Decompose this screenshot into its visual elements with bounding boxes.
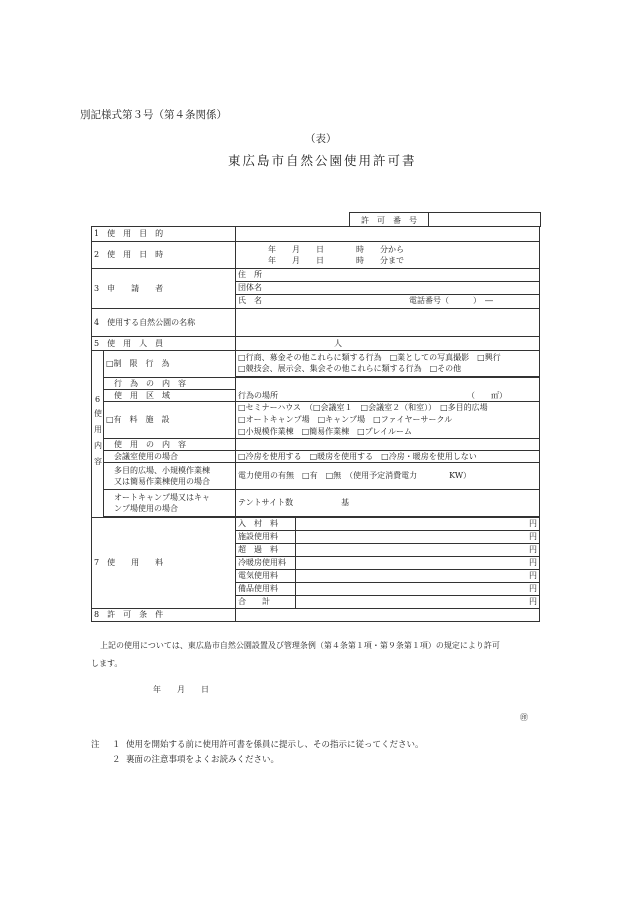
use-area-label: 使 用 区 域: [104, 390, 236, 402]
fee-amount[interactable]: 円: [296, 518, 540, 531]
date-field[interactable]: [236, 242, 540, 269]
purpose-field[interactable]: [236, 227, 540, 242]
park-name-field[interactable]: [236, 309, 540, 337]
date-from: 年 月 日 時 分から: [268, 245, 405, 254]
tent-site-field[interactable]: テントサイト数 基: [236, 490, 540, 517]
row-park-name: [92, 309, 540, 337]
meeting-room-options[interactable]: □冷房を使用する □暖房を使用する □冷房・暖房を使用しない: [236, 451, 540, 463]
permit-number-value[interactable]: [429, 213, 540, 227]
row-number: 6: [94, 395, 101, 404]
row-camp: [92, 490, 540, 517]
row-conditions: [92, 609, 540, 622]
fee-amount[interactable]: 円: [296, 544, 540, 557]
note-head: 注: [91, 740, 100, 750]
fee-amount[interactable]: 円: [296, 531, 540, 544]
row-paid-facilities: [92, 402, 540, 439]
fee-name: 合 計: [236, 596, 296, 609]
camp-label: オートキャンプ場又はキャ ンプ場使用の場合: [104, 490, 236, 517]
paid-options-line2: □オートキャンプ場 □キャンプ場 □ファイヤーサークル: [238, 415, 453, 424]
usage-vertical-label: 使用内容: [93, 409, 103, 473]
body-text-line2: します。: [91, 659, 123, 668]
group-field[interactable]: [236, 281, 540, 294]
note-2-number: ２: [112, 755, 121, 765]
restricted-options-line2: □競技会、展示会、集会その他これらに類する行為 □その他: [238, 364, 462, 374]
meeting-room-label: 会議室使用の場合: [104, 451, 236, 463]
permit-number-box: [349, 212, 541, 227]
row-restricted-acts: [92, 351, 540, 377]
row-number: 8: [94, 610, 100, 619]
phone-label: 電話番号（ ） ―: [409, 296, 494, 306]
date-to: 年 月 日 時 分まで: [268, 256, 405, 265]
fee-amount[interactable]: 円: [296, 583, 540, 596]
group-label: 団体名: [238, 282, 263, 292]
conditions-field[interactable]: [236, 609, 540, 622]
fee-name: 超 過 料: [236, 544, 296, 557]
use-content-field[interactable]: [236, 439, 540, 451]
side-label: （表）: [305, 133, 337, 145]
row-meeting-room: [92, 451, 540, 463]
use-content-label: 使 用 の 内 容: [104, 439, 236, 451]
name-label: 氏 名: [238, 296, 263, 306]
permit-form-table: [91, 226, 540, 622]
fee-label: 使 用 料: [107, 558, 164, 567]
fee-amount[interactable]: 円: [296, 557, 540, 570]
form-number-label: 別記様式第３号（第４条関係）: [80, 109, 227, 121]
conditions-label: 許 可 条 件: [107, 610, 164, 619]
row-act-content: [92, 378, 540, 390]
body-text-line1: 上記の使用については、東広島市自然公園設置及び管理条例（第４条第１項・第９条第１項）の規定により許可: [100, 641, 500, 650]
act-place-label: 行為の場所: [238, 391, 279, 400]
row-number: 1: [94, 229, 100, 238]
fee-amount[interactable]: 円: [296, 596, 540, 609]
applicant-label: 申 請 者: [107, 283, 164, 293]
paid-facilities-label: □有 料 施 設: [104, 402, 236, 439]
park-name-label: 使用する自然公園の名称: [107, 317, 196, 327]
fee-name: 施設使用料: [236, 531, 296, 544]
paid-options-line1: □セミナーハウス （□会議室１ □会議室２（和室）） □多目的広場: [238, 403, 488, 412]
seal-mark: ㊞: [520, 713, 528, 722]
row-headcount: [92, 337, 540, 351]
issue-date: 年 月 日: [153, 685, 209, 694]
restricted-options-line1: □行商、募金その他これらに類する行為 □業としての写真撮影 □興行: [238, 353, 501, 363]
note-1: 使用を開始する前に使用許可書を係員に提示し、その指示に従ってください。: [126, 740, 424, 750]
address-field[interactable]: [236, 269, 540, 282]
fee-name: 備品使用料: [236, 583, 296, 596]
restricted-acts-label: □制 限 行 為: [104, 351, 236, 378]
headcount-unit: 人: [334, 338, 343, 348]
act-place-field[interactable]: [236, 378, 540, 402]
fee-name: 入 村 料: [236, 518, 296, 531]
plaza-label: 多目的広場、小規模作業棟 又は簡易作業棟使用の場合: [104, 463, 236, 490]
note-2: 裏面の注意事項をよくお読みください。: [126, 755, 280, 765]
row-use-content: [92, 439, 540, 451]
row-number: 5: [94, 338, 100, 348]
area-unit: （ ㎡）: [467, 391, 508, 400]
row-number: 2: [94, 250, 100, 259]
row-plaza: [92, 463, 540, 490]
row-number: 7: [94, 558, 100, 567]
fee-amount[interactable]: 円: [296, 570, 540, 583]
row-number: 3: [94, 283, 100, 293]
headcount-field[interactable]: [236, 337, 540, 351]
permit-number-label: 許 可 番 号: [350, 213, 429, 227]
purpose-label: 使 用 目 的: [107, 229, 164, 238]
name-field[interactable]: [236, 294, 540, 308]
row-date: [92, 242, 540, 269]
act-content-label: 行 為 の 内 容: [104, 378, 236, 390]
fee-name: 電気使用料: [236, 570, 296, 583]
date-label: 使 用 日 時: [107, 250, 164, 259]
page-title: 東広島市自然公園使用許可書: [228, 153, 417, 168]
fee-name: 冷暖房使用料: [236, 557, 296, 570]
power-options[interactable]: 電力使用の有無 □有 □無 （使用予定消費電力 KW）: [236, 463, 540, 490]
row-applicant-address: [92, 269, 540, 282]
note-1-number: １: [112, 740, 121, 750]
restricted-acts-options[interactable]: [236, 351, 540, 377]
row-number: 4: [94, 317, 100, 327]
address-label: 住 所: [238, 269, 263, 279]
paid-facilities-options[interactable]: [236, 402, 540, 439]
fee-row: [92, 518, 540, 531]
paid-options-line3: □小規模作業棟 □簡易作業棟 □プレイルーム: [238, 427, 412, 436]
headcount-label: 使 用 人 員: [107, 338, 164, 348]
row-purpose: [92, 227, 540, 242]
